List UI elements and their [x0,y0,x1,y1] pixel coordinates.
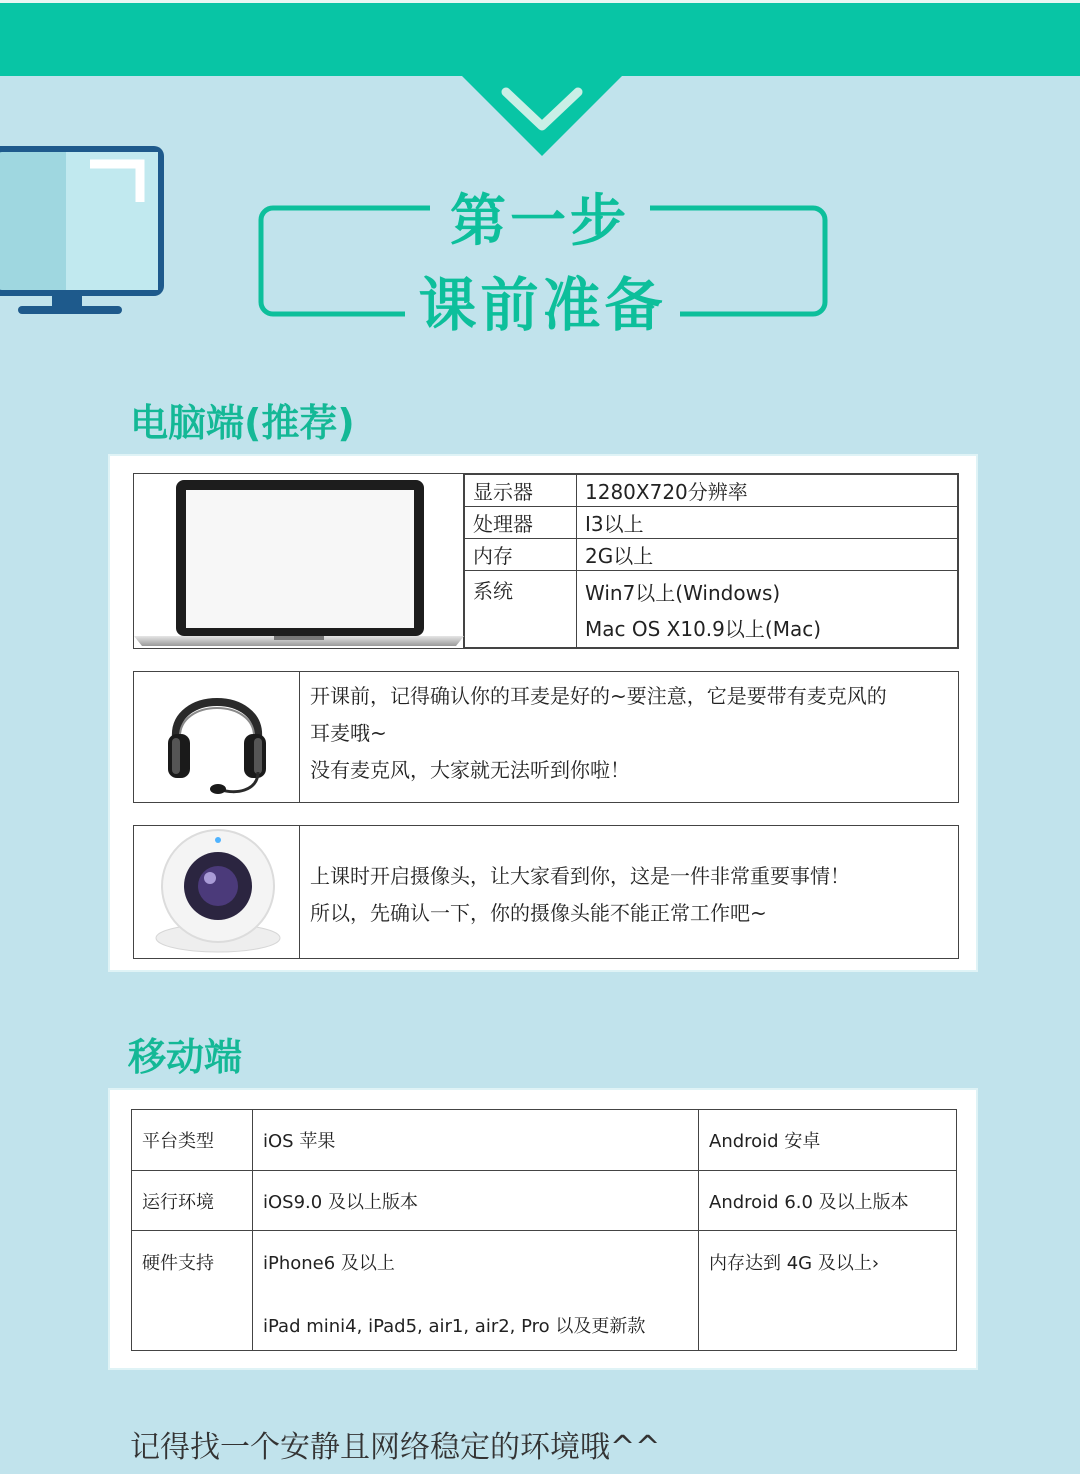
headset-icon [134,672,300,802]
spec-row [465,571,958,648]
footer-note: 记得找一个安静且网络稳定的环境哦^^ [130,1430,661,1465]
headset-line-3: 没有麦克风，大家就无法听到你啦！ [310,758,630,782]
spec-value: I3以上 [577,507,958,539]
android-cell: 内存达到 4G 及以上› [699,1231,957,1351]
mobile-table [131,1109,957,1351]
spec-row [465,475,958,507]
os-windows: Win7以上(Windows) [585,581,781,605]
pc-heading: 电脑端(推荐) [130,401,355,445]
android-cell: Android 6.0 及以上版本 [699,1171,957,1231]
spec-label: 处理器 [465,507,577,539]
spec-label: 系统 [465,571,577,648]
headset-text [310,678,946,789]
top-banner [0,0,1080,76]
laptop-image [134,474,464,648]
iphone-line: iPhone6 及以上 [263,1253,395,1274]
monitor-icon [0,140,170,320]
spec-table [464,474,958,648]
spec-value [577,571,958,648]
step-label: 第一步 [430,186,650,258]
os-mac: Mac OS X10.9以上(Mac) [585,617,822,641]
spec-label: 内存 [465,539,577,571]
ios-cell: iOS9.0 及以上版本 [253,1171,699,1231]
pc-panel [110,456,976,970]
camera-line-1: 上课时开启摄像头，让大家看到你，这是一件非常重要事情！ [310,864,850,888]
headset-block [133,671,959,803]
row-label: 平台类型 [132,1110,253,1171]
table-row [132,1171,957,1231]
spec-row [465,539,958,571]
ios-cell [253,1231,699,1351]
camera-text [310,858,946,932]
table-row [132,1110,957,1171]
ipad-line: iPad mini4, iPad5, air1, air2, Pro 以及更新款 [263,1316,646,1337]
laptop-icon [134,474,464,648]
webcam-icon [134,826,300,958]
webcam-image [134,826,300,958]
page-title: 课前准备 [405,268,680,342]
camera-block [133,825,959,959]
chevron-down-icon [458,72,626,156]
spec-value: 2G以上 [577,539,958,571]
ios-cell: iOS 苹果 [253,1110,699,1171]
table-row [132,1231,957,1351]
android-cell: Android 安卓 [699,1110,957,1171]
spec-block [133,473,959,649]
mobile-heading: 移动端 [128,1035,243,1079]
mobile-panel [110,1090,976,1368]
camera-line-2: 所以，先确认一下，你的摄像头能不能正常工作吧~ [310,901,767,925]
headset-line-1: 开课前，记得确认你的耳麦是好的~要注意，它是要带有麦克风的 [310,684,887,708]
spec-row [465,507,958,539]
spec-value: 1280X720分辨率 [577,475,958,507]
headset-line-2: 耳麦哦~ [310,721,387,745]
headset-image [134,672,300,802]
spec-label: 显示器 [465,475,577,507]
row-label: 硬件支持 [132,1231,253,1351]
row-label: 运行环境 [132,1171,253,1231]
